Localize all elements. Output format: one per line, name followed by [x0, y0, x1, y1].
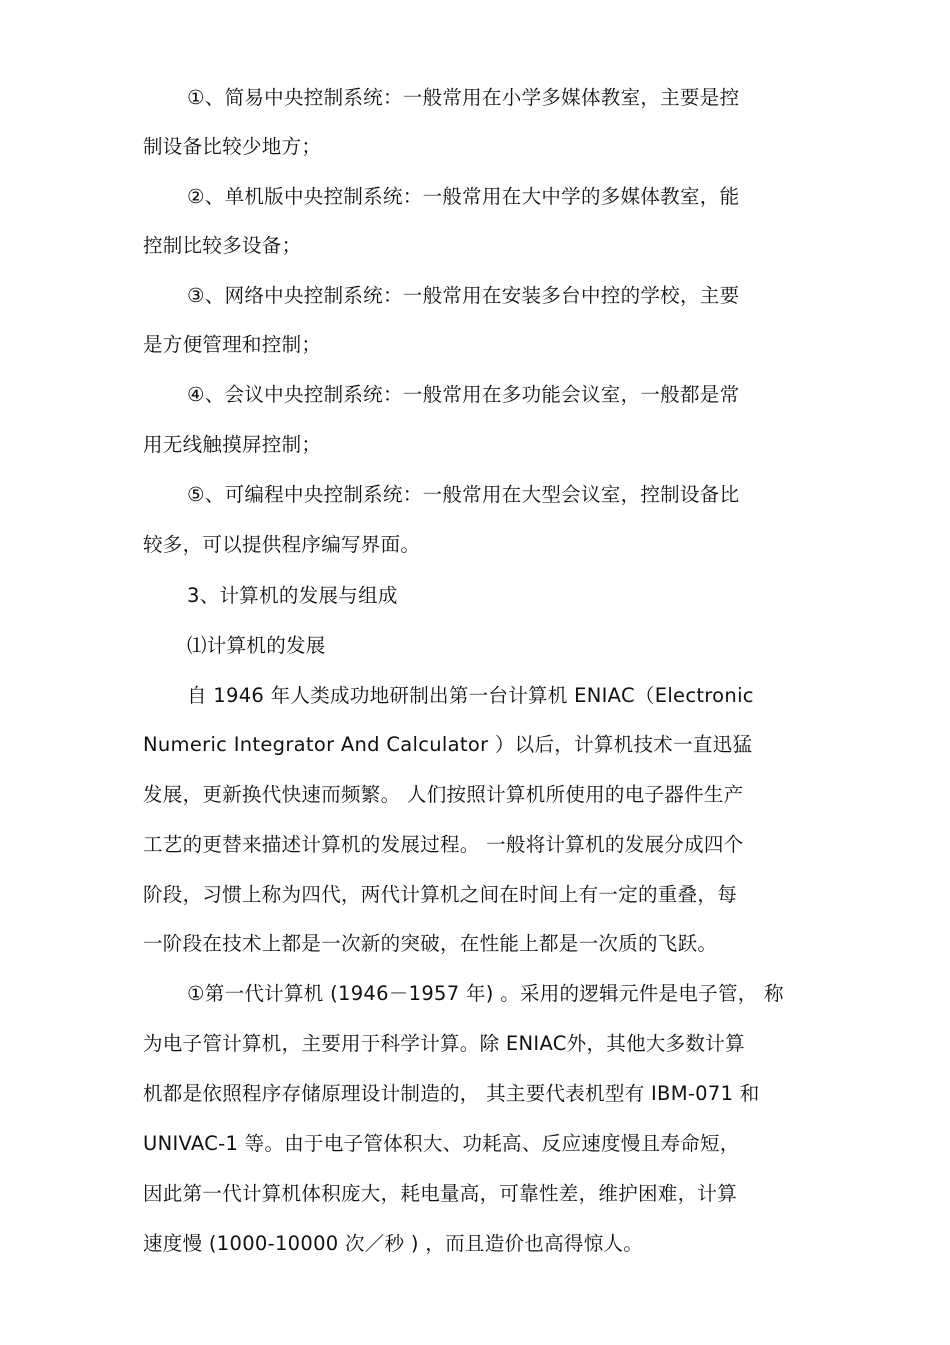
text-line: 自 1946 年人类成功地研制出第一台计算机 ENIAC（Electronic [187, 684, 754, 707]
text-line: 阶段，习惯上称为四代，两代计算机之间在时间上有一定的重叠，每 [143, 883, 738, 906]
text-line: 工艺的更替来描述计算机的发展过程。 一般将计算机的发展分成四个 [143, 833, 744, 856]
text-line: ②、单机版中央控制系统：一般常用在大中学的多媒体教室，能 [187, 185, 740, 208]
text-line: 制设备比较少地方； [143, 135, 322, 158]
subsection-heading: ⑴计算机的发展 [187, 634, 326, 657]
text-line: ③、网络中央控制系统：一般常用在安装多台中控的学校，主要 [187, 284, 740, 307]
text-line: 控制比较多设备； [143, 234, 302, 257]
text-line: ④、会议中央控制系统：一般常用在多功能会议室，一般都是常 [187, 383, 740, 406]
text-line: 发展，更新换代快速而频繁。 人们按照计算机所使用的电子器件生产 [143, 783, 744, 806]
text-line: ⑤、可编程中央控制系统：一般常用在大型会议室，控制设备比 [187, 483, 740, 506]
text-line: UNIVAC-1 等。由于电子管体积大、功耗高、反应速度慢且寿命短， [143, 1132, 740, 1155]
text-line: 机都是依照程序存储原理设计制造的， 其主要代表机型有 IBM-071 和 [143, 1082, 760, 1105]
text-line: 速度慢 (1000-10000 次／秒 ) ，而且造价也高得惊人。 [143, 1232, 644, 1255]
text-line: 为电子管计算机，主要用于科学计算。除 ENIAC外，其他大多数计算 [143, 1032, 745, 1055]
section-heading: 3、计算机的发展与组成 [187, 584, 398, 607]
text-line: 是方便管理和控制； [143, 333, 322, 356]
text-line: 用无线触摸屏控制； [143, 433, 322, 456]
text-line: 因此第一代计算机体积庞大，耗电量高，可靠性差，维护困难，计算 [143, 1182, 738, 1205]
text-line: 一阶段在技术上都是一次新的突破，在性能上都是一次质的飞跃。 [143, 932, 718, 955]
text-line: 较多，可以提供程序编写界面。 [143, 533, 421, 556]
text-line: ①、简易中央控制系统：一般常用在小学多媒体教室，主要是控 [187, 86, 740, 109]
text-line: Numeric Integrator And Calculator ）以后，计算机技术一直迅猛 [143, 733, 753, 756]
text-line: ①第一代计算机 (1946－1957 年) 。采用的逻辑元件是电子管， 称 [187, 982, 784, 1005]
